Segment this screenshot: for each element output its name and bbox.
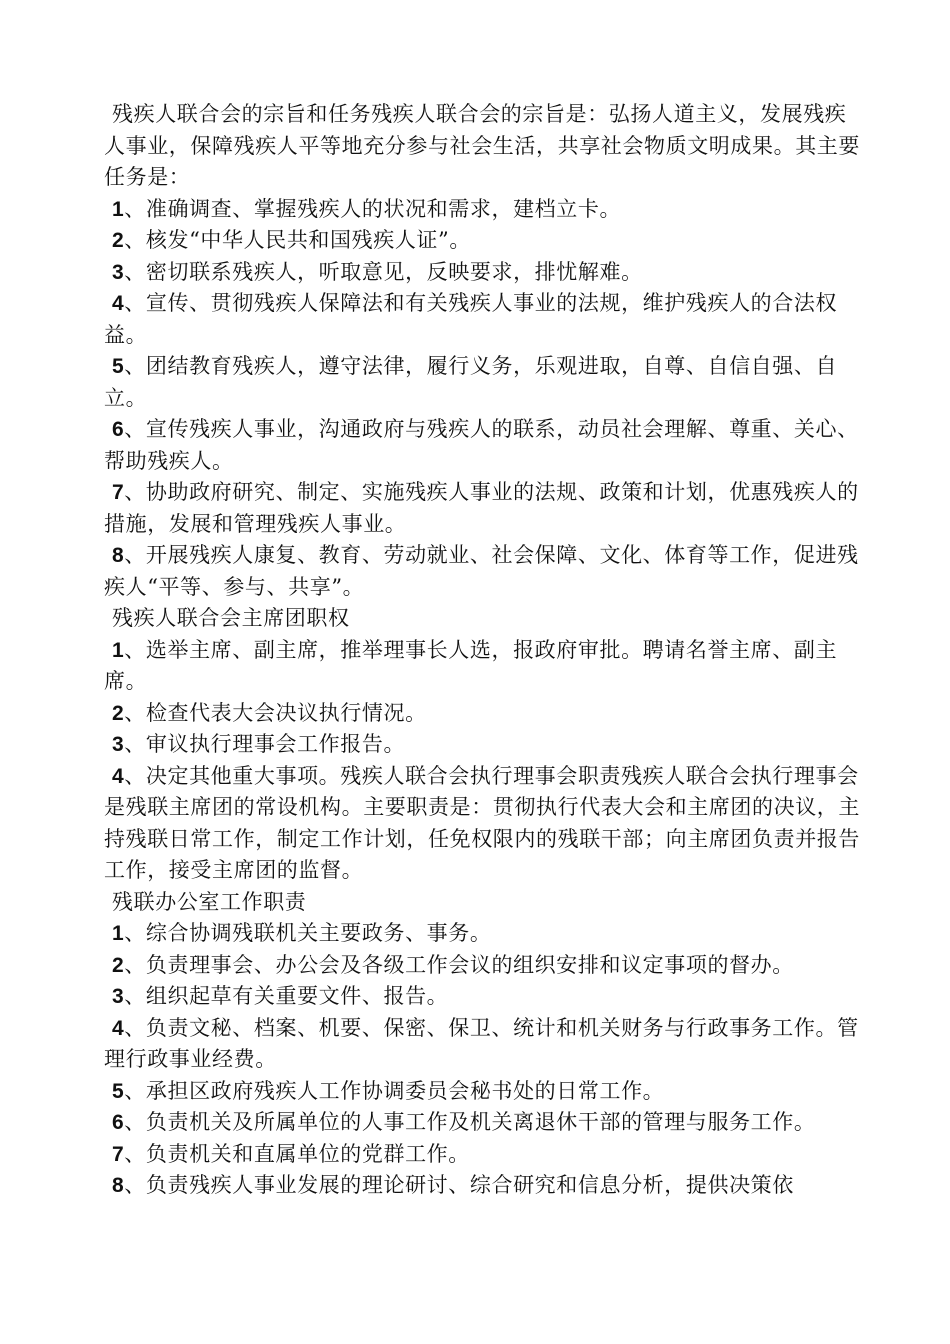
section3-item-2 (104, 950, 864, 982)
item-text: 、密切联系残疾人，听取意见，反映要求，排忧解难。 (124, 259, 643, 284)
document-body (104, 99, 864, 1202)
item-number: 3 (112, 985, 125, 1008)
item-text: 、负责理事会、办公会及各级工作会议的组织安排和议定事项的督办。 (124, 952, 794, 977)
section3-item-8 (104, 1170, 864, 1202)
item-text: 、负责残疾人事业发展的理论研讨、综合研究和信息分析，提供决策依 (124, 1173, 794, 1197)
item-number: 2 (112, 229, 125, 252)
section3-item-4 (104, 1013, 864, 1076)
item-number: 4 (112, 292, 125, 315)
section1-item-5 (104, 351, 864, 414)
item-text: 、审议执行理事会工作报告。 (124, 732, 406, 756)
section3-item-1 (104, 918, 864, 950)
section2-item-2 (104, 698, 864, 730)
item-text: 、团结教育残疾人，遵守法律，履行义务，乐观进取，自尊、自信自强、自立。 (104, 354, 838, 410)
item-number: 2 (112, 953, 125, 977)
item-text: 、准确调查、掌握残疾人的状况和需求，建档立卡。 (124, 196, 622, 221)
item-text: 、选举主席、副主席，推举理事长人选，报政府审批。聘请名誉主席、副主席。 (104, 637, 838, 693)
item-number: 4 (112, 1016, 125, 1040)
item-number: 6 (112, 418, 125, 441)
item-number: 1 (112, 638, 125, 662)
item-number: 1 (112, 922, 125, 945)
item-number: 5 (112, 355, 125, 378)
item-text: 、检查代表大会决议执行情况。 (124, 700, 427, 725)
section1-intro: 残疾人联合会的宗旨和任务残疾人联合会的宗旨是：弘扬人道主义，发展残疾人事业，保障残疾人平等地充分参与社会生活，共享社会物质文明成果。其主要任务是： (104, 102, 860, 189)
item-text: 、核发“中华人民共和国残疾人证”。 (124, 228, 471, 252)
item-number: 2 (112, 701, 125, 725)
item-number: 6 (112, 1111, 125, 1134)
item-text: 、协助政府研究、制定、实施残疾人事业的法规、政策和计划，优惠残疾人的措施，发展和管理残疾人事业。 (104, 480, 859, 536)
item-number: 7 (112, 481, 125, 504)
item-text: 、开展残疾人康复、教育、劳动就业、社会保障、文化、体育等工作，促进残疾人“平等、参与、共享”。 (104, 543, 859, 599)
item-text: 、宣传残疾人事业，沟通政府与残疾人的联系，动员社会理解、尊重、关心、帮助残疾人。 (104, 417, 859, 473)
item-number: 3 (112, 733, 125, 756)
section3-item-7 (104, 1139, 864, 1171)
section2-heading: 残疾人联合会主席团职权 (112, 606, 350, 630)
section2-item-3 (104, 729, 864, 761)
item-number: 8 (112, 544, 125, 567)
section1-item-3 (104, 257, 864, 289)
section2-item-4 (104, 761, 864, 887)
item-text: 、组织起草有关重要文件、报告。 (124, 984, 449, 1008)
section3-heading: 残联办公室工作职责 (112, 889, 307, 914)
item-number: 4 (112, 764, 125, 788)
item-text: 、综合协调残联机关主要政务、事务。 (124, 921, 492, 945)
item-number: 7 (112, 1142, 125, 1166)
section3-item-3 (104, 981, 864, 1013)
item-text: 、负责文秘、档案、机要、保密、保卫、统计和机关财务与行政事务工作。管理行政事业经费。 (104, 1015, 859, 1071)
section3-item-5 (104, 1076, 864, 1108)
item-number: 3 (112, 260, 125, 284)
section1-item-7 (104, 477, 864, 540)
item-number: 1 (112, 197, 125, 221)
section1-item-1 (104, 194, 864, 226)
section1-item-6 (104, 414, 864, 477)
item-text: 、承担区政府残疾人工作协调委员会秘书处的日常工作。 (124, 1078, 665, 1103)
section3-item-6 (104, 1107, 864, 1139)
item-number: 8 (112, 1174, 125, 1197)
item-text: 、宣传、贯彻残疾人保障法和有关残疾人事业的法规，维护残疾人的合法权益。 (104, 291, 838, 347)
item-text: 、决定其他重大事项。残疾人联合会执行理事会职责残疾人联合会执行理事会是残联主席团的常设机构。主要职责是：贯彻执行代表大会和主席团的决议，主持残联日常工作，制定工作计划，任免权限内的残联干部；向主席团负责并报告工作，接受主席团的监督。 (104, 763, 860, 882)
item-text: 、负责机关和直属单位的党群工作。 (124, 1141, 470, 1166)
section1-item-8 (104, 540, 864, 603)
section2-item-1 (104, 635, 864, 698)
item-number: 5 (112, 1079, 125, 1103)
item-text: 、负责机关及所属单位的人事工作及机关离退休干部的管理与服务工作。 (124, 1110, 816, 1134)
section1-item-4 (104, 288, 864, 351)
section1-item-2 (104, 225, 864, 257)
